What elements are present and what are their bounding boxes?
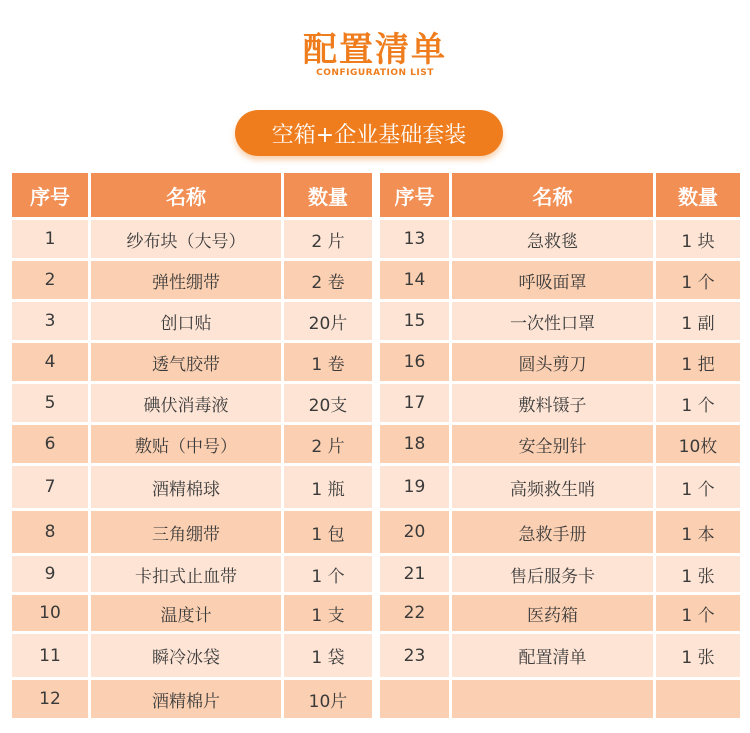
item-number: 9 [12,556,91,595]
item-name [452,680,656,721]
item-name: 医药箱 [452,595,656,634]
item-name: 瞬冷冰袋 [91,634,284,680]
table-row [380,261,740,302]
item-number: 14 [380,261,452,302]
items-table-left [12,173,372,721]
item-name: 纱布块（大号） [91,220,284,261]
table-row [12,680,372,721]
item-quantity: 20支 [284,384,372,425]
column-header-number: 序号 [12,173,91,220]
item-quantity: 10枚 [656,425,740,466]
table-row [12,556,372,595]
item-name: 圆头剪刀 [452,343,656,384]
item-name: 酒精棉球 [91,466,284,511]
item-number: 4 [12,343,91,384]
item-quantity: 1 块 [656,220,740,261]
item-number: 1 [12,220,91,261]
item-quantity: 1 袋 [284,634,372,680]
item-quantity: 1 个 [284,556,372,595]
table-row [12,511,372,556]
item-number [380,680,452,721]
item-name: 高频救生哨 [452,466,656,511]
item-number: 11 [12,634,91,680]
table-row [380,595,740,634]
item-quantity: 2 卷 [284,261,372,302]
item-quantity: 1 卷 [284,343,372,384]
item-quantity: 1 本 [656,511,740,556]
item-number: 5 [12,384,91,425]
item-quantity: 1 瓶 [284,466,372,511]
item-number: 7 [12,466,91,511]
item-number: 16 [380,343,452,384]
item-quantity: 1 张 [656,556,740,595]
table-row [380,634,740,680]
item-number: 22 [380,595,452,634]
column-header-name: 名称 [91,173,284,220]
table-row [380,384,740,425]
item-number: 8 [12,511,91,556]
item-quantity: 1 个 [656,466,740,511]
table-row [380,556,740,595]
item-name: 售后服务卡 [452,556,656,595]
item-number: 2 [12,261,91,302]
item-name: 急救毯 [452,220,656,261]
item-number: 12 [12,680,91,721]
page-subtitle: CONFIGURATION LIST [316,68,434,78]
item-name: 弹性绷带 [91,261,284,302]
table-row [380,220,740,261]
item-number: 19 [380,466,452,511]
item-name: 碘伏消毒液 [91,384,284,425]
item-name: 一次性口罩 [452,302,656,343]
kit-label-badge: 空箱+企业基础套装 [235,110,503,156]
table-row [12,343,372,384]
item-name: 卡扣式止血带 [91,556,284,595]
item-number: 6 [12,425,91,466]
table-row [380,302,740,343]
item-quantity: 1 副 [656,302,740,343]
item-name: 敷料镊子 [452,384,656,425]
item-quantity: 1 个 [656,595,740,634]
table-row [12,425,372,466]
item-number: 13 [380,220,452,261]
item-number: 17 [380,384,452,425]
item-quantity: 10片 [284,680,372,721]
table-row [380,680,740,721]
item-quantity: 1 张 [656,634,740,680]
item-name: 创口贴 [91,302,284,343]
item-quantity: 1 支 [284,595,372,634]
item-name: 酒精棉片 [91,680,284,721]
item-name: 温度计 [91,595,284,634]
column-header-name: 名称 [452,173,656,220]
page-title: 配置清单 [303,30,447,70]
column-header-quantity: 数量 [284,173,372,220]
item-name: 急救手册 [452,511,656,556]
item-number: 20 [380,511,452,556]
item-quantity: 2 片 [284,220,372,261]
table-row [380,466,740,511]
table-row [12,220,372,261]
table-row [380,511,740,556]
item-quantity: 2 片 [284,425,372,466]
item-quantity: 1 个 [656,261,740,302]
table-row [12,302,372,343]
table-header-row [12,173,372,220]
item-name: 透气胶带 [91,343,284,384]
table-row [12,466,372,511]
table-row [12,261,372,302]
item-number: 18 [380,425,452,466]
items-table-right [380,173,740,721]
item-quantity [656,680,740,721]
table-row [380,343,740,384]
table-row [12,595,372,634]
item-name: 呼吸面罩 [452,261,656,302]
item-quantity: 20片 [284,302,372,343]
item-name: 三角绷带 [91,511,284,556]
item-quantity: 1 包 [284,511,372,556]
item-quantity: 1 把 [656,343,740,384]
item-name: 敷贴（中号） [91,425,284,466]
item-name: 配置清单 [452,634,656,680]
item-number: 21 [380,556,452,595]
table-row [380,425,740,466]
table-row [12,384,372,425]
item-name: 安全别针 [452,425,656,466]
column-header-number: 序号 [380,173,452,220]
column-header-quantity: 数量 [656,173,740,220]
item-number: 23 [380,634,452,680]
item-quantity: 1 个 [656,384,740,425]
table-row [12,634,372,680]
table-header-row [380,173,740,220]
item-number: 10 [12,595,91,634]
item-number: 15 [380,302,452,343]
item-number: 3 [12,302,91,343]
